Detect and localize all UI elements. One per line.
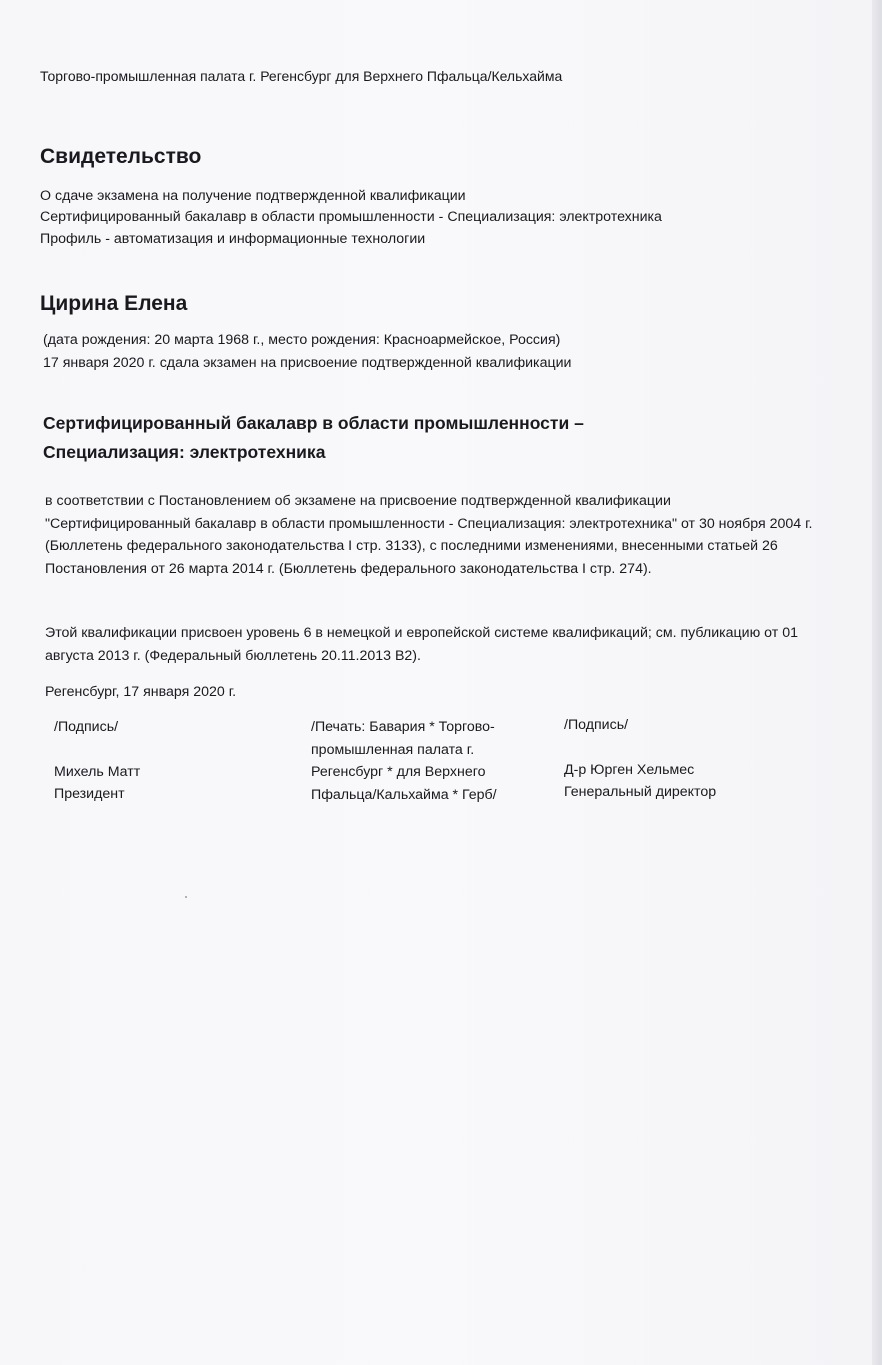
certificate-subtitle-line: Сертифицированный бакалавр в области промышленности - Специализация: электротехника [40, 209, 662, 225]
signatory-role: Генеральный директор [564, 784, 717, 800]
stamp-line: Регенсбург * для Верхнего [311, 764, 486, 780]
qualification-title: Специализация: электротехника [43, 442, 326, 462]
paper-speck [185, 896, 187, 898]
holder-exam-line: 17 января 2020 г. сдала экзамен на присвоение подтвержденной квалификации [43, 355, 572, 371]
stamp-line: /Печать: Бавария * Торгово- [311, 719, 495, 735]
certificate-title: Свидетельство [40, 145, 202, 168]
stamp-block [311, 716, 497, 806]
level-paragraph: Этой квалификации присвоен уровень 6 в немецкой и европейской системе квалификаций; см. публикацию от 01 августа 2013 г. (Федеральный бюллетень 20.11.2013 B2). [45, 625, 798, 664]
place-date: Регенсбург, 17 января 2020 г. [45, 684, 237, 700]
holder-name: Цирина Елена [40, 292, 188, 315]
signature-block-director [564, 714, 716, 804]
stamp-line: промышленная палата г. [311, 741, 475, 758]
signature-note: /Подпись/ [54, 719, 119, 735]
chamber-header: Торгово-промышленная палата г. Регенсбург для Верхнего Пфальца/Кельхайма [40, 68, 563, 84]
certificate-subtitle-line: О сдаче экзамена на получение подтвержденной квалификации [40, 188, 466, 204]
stamp-line: Пфальца/Кальхайма * Герб/ [311, 786, 497, 803]
signatory-role: Президент [54, 786, 125, 802]
certificate-subtitle-line: Профиль - автоматизация и информационные технологии [40, 231, 426, 247]
signature-block-president [54, 716, 140, 806]
qualification-title: Сертифицированный бакалавр в области промышленности – [43, 413, 584, 433]
signatory-name: Д-р Юрген Хельмес [564, 761, 695, 778]
page-edge [872, 0, 882, 1365]
signature-note: /Подпись/ [564, 717, 629, 733]
signatory-name: Михель Матт [54, 763, 141, 780]
holder-birth-info: (дата рождения: 20 марта 1968 г., место рождения: Красноармейское, Россия) [43, 332, 561, 348]
regulation-paragraph: в соответствии с Постановлением об экзамене на присвоение подтвержденной квалификации "Сертифицированный бакалавр в области промышленности - Специализация: электротехника" от 30 ноября 2004 г. (Бюллетень федерального законодательства I стр. 3133), с последними изменениями, внесенными статьей 26 Постановления от 26 марта 2014 г. (Бюллетень федерального законодательства I стр. 274). [45, 493, 813, 577]
